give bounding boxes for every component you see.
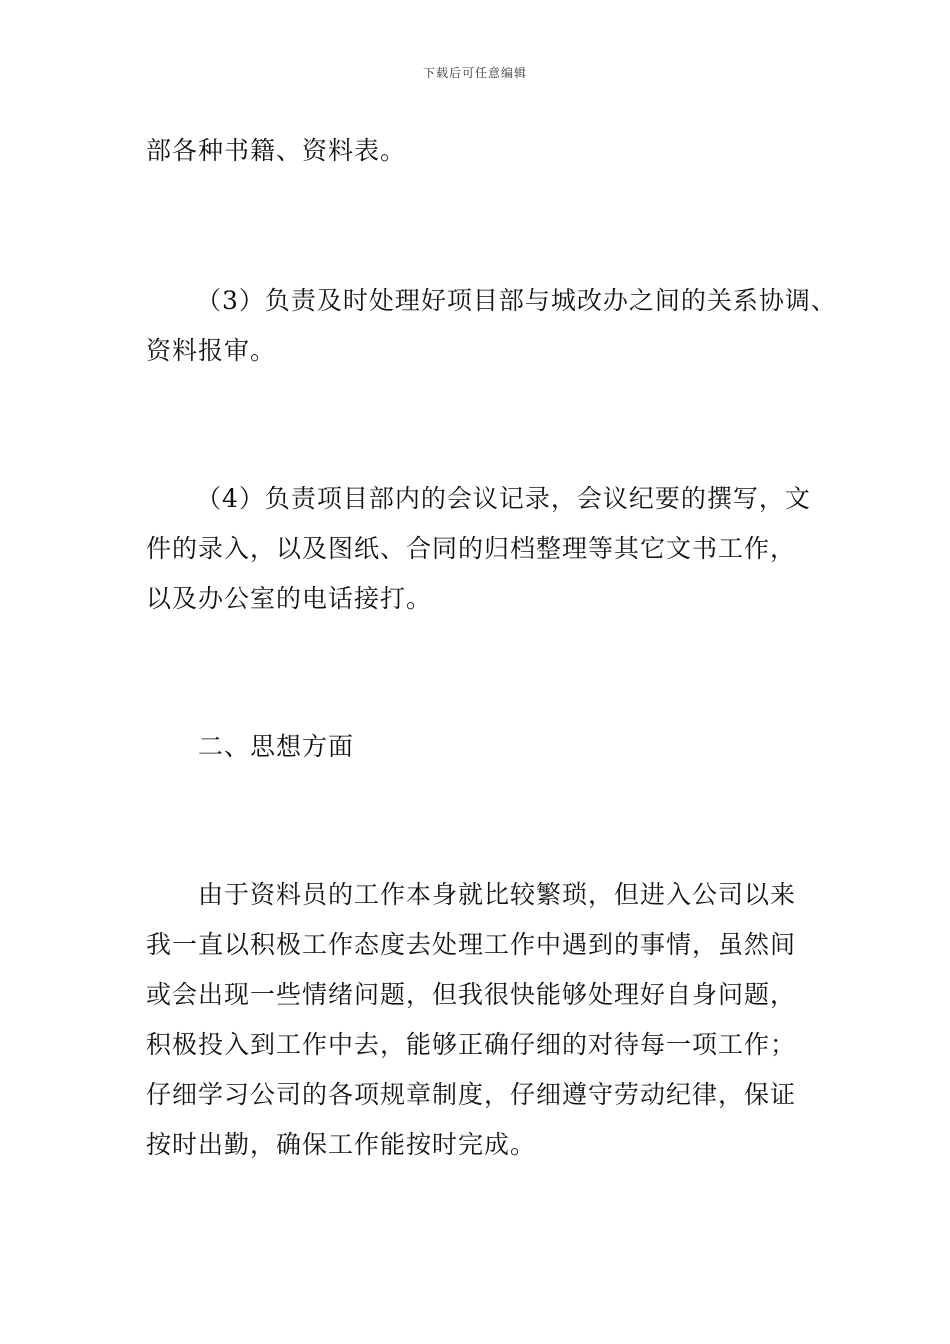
paragraph-2-line-2: 资料报审。 [146,336,277,365]
paragraph-3-line-2: 件的录入，以及图纸、合同的归档整理等其它文书工作， [146,534,797,563]
paragraph-3-line-1: （4）负责项目部内的会议记录，会议纪要的撰写，文 [196,484,811,513]
paragraph-1-line-1: 部各种书籍、资料表。 [146,136,407,165]
paragraph-4-line-5: 仔细学习公司的各项规章制度，仔细遵守劳动纪律，保证 [146,1080,797,1109]
paragraph-4-line-1: 由于资料员的工作本身就比较繁琐，但进入公司以来 [198,880,797,909]
section-heading: 二、思想方面 [198,732,355,761]
paragraph-4-line-4: 积极投入到工作中去，能够正确仔细的对待每一项工作； [146,1030,797,1059]
page-header: 下载后可任意编辑 [422,66,527,80]
paragraph-4-line-2: 我一直以积极工作态度去处理工作中遇到的事情，虽然间 [146,930,797,959]
paragraph-3-line-3: 以及办公室的电话接打。 [146,584,433,613]
paragraph-4-line-6: 按时出勤，确保工作能按时完成。 [146,1130,537,1159]
paragraph-4-line-3: 或会出现一些情绪问题，但我很快能够处理好自身问题， [146,980,797,1009]
paragraph-2-line-1: （3）负责及时处理好项目部与城改办之间的关系协调、 [196,286,837,315]
